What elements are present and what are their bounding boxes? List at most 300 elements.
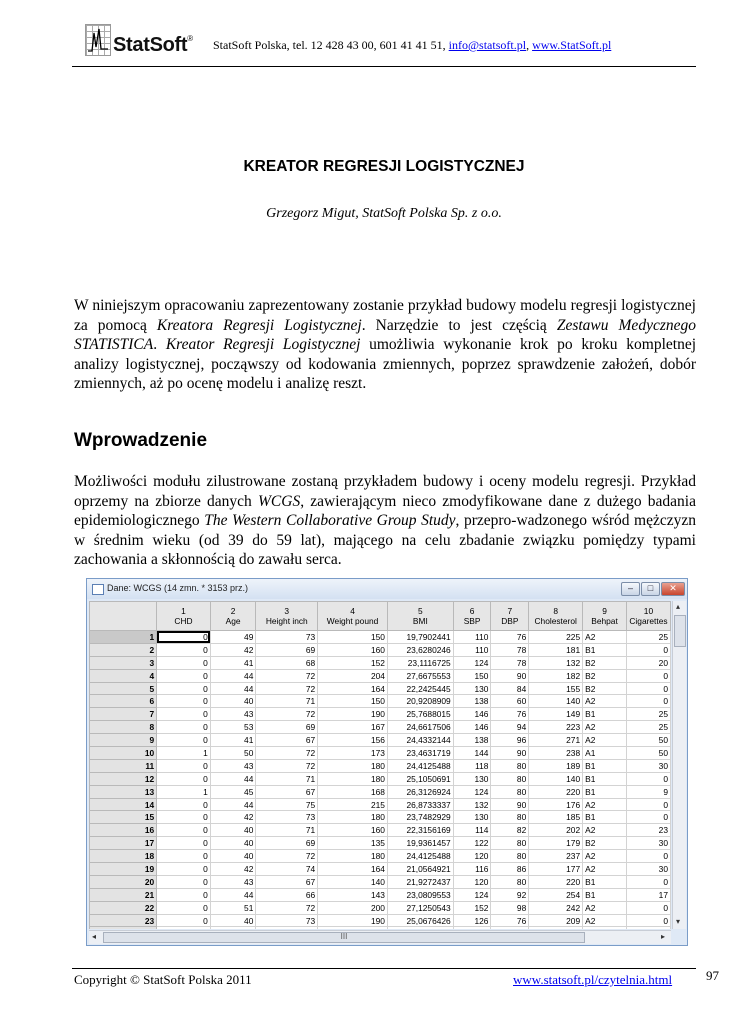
table-cell[interactable]: 40: [210, 837, 256, 850]
table-cell[interactable]: 80: [491, 785, 529, 798]
column-number: 10: [643, 606, 654, 616]
table-cell[interactable]: 140: [529, 695, 583, 708]
row-header[interactable]: 21: [90, 888, 157, 901]
row-header[interactable]: 20: [90, 875, 157, 888]
table-cell[interactable]: A2: [583, 798, 627, 811]
row-header[interactable]: 9: [90, 734, 157, 747]
table-cell[interactable]: [157, 927, 211, 929]
table-cell[interactable]: 0: [626, 643, 670, 656]
table-cell[interactable]: 114: [453, 824, 491, 837]
header-email-link[interactable]: info@statsoft.pl: [448, 38, 527, 52]
row-header[interactable]: 14: [90, 798, 157, 811]
table-cell[interactable]: 156: [318, 734, 388, 747]
table-cell[interactable]: 173: [318, 747, 388, 760]
table-cell[interactable]: B1: [583, 875, 627, 888]
table-cell[interactable]: 1: [157, 785, 211, 798]
table-cell[interactable]: 20,9208909: [387, 695, 453, 708]
table-cell[interactable]: 80: [491, 772, 529, 785]
table-cell[interactable]: 24,4125488: [387, 759, 453, 772]
table-cell[interactable]: 90: [491, 747, 529, 760]
table-cell[interactable]: 94: [491, 721, 529, 734]
table-cell[interactable]: 238: [529, 747, 583, 760]
table-cell[interactable]: B1: [583, 643, 627, 656]
table-cell[interactable]: 132: [453, 798, 491, 811]
table-cell[interactable]: 0: [157, 669, 211, 682]
table-cell[interactable]: 220: [529, 785, 583, 798]
table-cell[interactable]: 26,8733337: [387, 798, 453, 811]
table-cell[interactable]: 200: [318, 901, 388, 914]
row-header[interactable]: 1: [90, 631, 157, 644]
table-cell[interactable]: 122: [453, 837, 491, 850]
table-cell[interactable]: 69: [256, 837, 318, 850]
row-header[interactable]: 23: [90, 914, 157, 927]
table-cell[interactable]: 149: [529, 708, 583, 721]
table-cell[interactable]: A2: [583, 824, 627, 837]
table-cell[interactable]: 40: [210, 824, 256, 837]
table-cell[interactable]: 41: [210, 656, 256, 669]
table-cell[interactable]: [491, 927, 529, 929]
table-cell[interactable]: 50: [210, 747, 256, 760]
row-header[interactable]: 3: [90, 656, 157, 669]
table-cell[interactable]: 20: [626, 656, 670, 669]
table-cell[interactable]: 67: [256, 734, 318, 747]
table-cell[interactable]: 189: [529, 759, 583, 772]
table-cell[interactable]: 0: [626, 695, 670, 708]
table-cell[interactable]: 1: [157, 747, 211, 760]
table-cell[interactable]: 0: [157, 643, 211, 656]
row-header[interactable]: 6: [90, 695, 157, 708]
minimize-button[interactable]: –: [621, 582, 640, 596]
table-cell[interactable]: 180: [318, 850, 388, 863]
column-name: Behpat: [591, 616, 618, 626]
table-cell[interactable]: 74: [256, 863, 318, 876]
table-cell[interactable]: 76: [491, 914, 529, 927]
table-cell[interactable]: 96: [491, 734, 529, 747]
column-header[interactable]: [583, 602, 627, 631]
table-cell[interactable]: 152: [318, 656, 388, 669]
table-cell[interactable]: [387, 927, 453, 929]
row-header[interactable]: 2: [90, 643, 157, 656]
table-cell[interactable]: 80: [491, 837, 529, 850]
data-grid[interactable]: [89, 601, 671, 929]
row-header[interactable]: 19: [90, 863, 157, 876]
table-cell[interactable]: 19,7902441: [387, 631, 453, 644]
table-cell[interactable]: 144: [453, 747, 491, 760]
table-cell[interactable]: 23: [626, 824, 670, 837]
table-cell[interactable]: 73: [256, 914, 318, 927]
table-cell[interactable]: 0: [157, 811, 211, 824]
table-cell[interactable]: A2: [583, 901, 627, 914]
table-cell[interactable]: 72: [256, 747, 318, 760]
table-cell[interactable]: 177: [529, 863, 583, 876]
table-cell[interactable]: 24,6617506: [387, 721, 453, 734]
table-cell[interactable]: 51: [210, 901, 256, 914]
table-cell[interactable]: A2: [583, 734, 627, 747]
table-cell[interactable]: [583, 927, 627, 929]
table-cell[interactable]: 180: [318, 759, 388, 772]
table-cell[interactable]: 73: [256, 811, 318, 824]
table-cell[interactable]: A2: [583, 850, 627, 863]
table-cell[interactable]: 78: [491, 643, 529, 656]
table-cell[interactable]: 21,9272437: [387, 875, 453, 888]
table-cell[interactable]: 86: [491, 863, 529, 876]
table-cell[interactable]: 0: [157, 708, 211, 721]
table-cell[interactable]: 0: [626, 875, 670, 888]
table-cell[interactable]: 164: [318, 863, 388, 876]
table-cell[interactable]: 143: [318, 888, 388, 901]
table-cell[interactable]: 72: [256, 708, 318, 721]
table-cell[interactable]: 126: [453, 914, 491, 927]
table-cell[interactable]: 69: [256, 643, 318, 656]
row-header[interactable]: 22: [90, 901, 157, 914]
table-cell[interactable]: 71: [256, 695, 318, 708]
column-header[interactable]: [529, 602, 583, 631]
table-cell[interactable]: 45: [210, 785, 256, 798]
table-row: [90, 759, 671, 772]
table-cell[interactable]: 185: [529, 811, 583, 824]
table-cell[interactable]: 76: [491, 708, 529, 721]
table-cell[interactable]: 25,0676426: [387, 914, 453, 927]
table-cell[interactable]: 25,1050691: [387, 772, 453, 785]
table-cell[interactable]: 72: [256, 682, 318, 695]
table-cell[interactable]: 22,3156169: [387, 824, 453, 837]
close-button[interactable]: ✕: [661, 582, 685, 596]
table-cell[interactable]: 41: [210, 734, 256, 747]
table-cell[interactable]: 146: [453, 708, 491, 721]
table-cell[interactable]: 135: [318, 837, 388, 850]
table-cell[interactable]: 124: [453, 656, 491, 669]
table-cell[interactable]: 0: [157, 875, 211, 888]
row-header[interactable]: 8: [90, 721, 157, 734]
row-header[interactable]: 13: [90, 785, 157, 798]
table-cell[interactable]: 215: [318, 798, 388, 811]
table-cell[interactable]: 254: [529, 888, 583, 901]
table-cell[interactable]: 0: [626, 772, 670, 785]
table-cell[interactable]: B2: [583, 682, 627, 695]
table-cell[interactable]: 80: [491, 875, 529, 888]
table-cell[interactable]: 0: [157, 721, 211, 734]
table-cell[interactable]: 204: [318, 669, 388, 682]
table-cell[interactable]: [318, 927, 388, 929]
table-cell[interactable]: 92: [491, 888, 529, 901]
table-cell[interactable]: 110: [453, 643, 491, 656]
table-cell[interactable]: 0: [157, 631, 211, 644]
row-header[interactable]: 18: [90, 850, 157, 863]
table-cell[interactable]: 0: [157, 914, 211, 927]
table-cell[interactable]: 150: [453, 669, 491, 682]
table-cell[interactable]: 0: [157, 888, 211, 901]
table-cell[interactable]: 44: [210, 669, 256, 682]
column-header[interactable]: [157, 602, 211, 631]
table-cell[interactable]: 0: [157, 824, 211, 837]
table-cell[interactable]: 71: [256, 772, 318, 785]
table-cell[interactable]: 138: [453, 734, 491, 747]
table-cell[interactable]: 67: [256, 875, 318, 888]
table-cell[interactable]: 25: [626, 721, 670, 734]
table-cell[interactable]: 84: [491, 682, 529, 695]
table-cell[interactable]: 110: [453, 631, 491, 644]
row-header[interactable]: 10: [90, 747, 157, 760]
table-cell[interactable]: 150: [318, 631, 388, 644]
table-cell[interactable]: 220: [529, 875, 583, 888]
table-cell[interactable]: 44: [210, 888, 256, 901]
table-cell[interactable]: 40: [210, 914, 256, 927]
table-cell[interactable]: 42: [210, 811, 256, 824]
table-cell[interactable]: 98: [491, 901, 529, 914]
table-cell[interactable]: 42: [210, 643, 256, 656]
window-titlebar[interactable]: [87, 579, 687, 599]
row-header[interactable]: 4: [90, 669, 157, 682]
table-cell[interactable]: 66: [256, 888, 318, 901]
table-cell[interactable]: 116: [453, 863, 491, 876]
table-cell[interactable]: 69: [256, 721, 318, 734]
table-cell[interactable]: 0: [157, 759, 211, 772]
table-cell[interactable]: 25: [626, 708, 670, 721]
table-cell[interactable]: 118: [453, 759, 491, 772]
table-cell[interactable]: 124: [453, 785, 491, 798]
table-cell[interactable]: 0: [157, 798, 211, 811]
table-cell[interactable]: 40: [210, 695, 256, 708]
table-cell[interactable]: 180: [318, 811, 388, 824]
table-cell[interactable]: A2: [583, 914, 627, 927]
table-cell[interactable]: 43: [210, 875, 256, 888]
table-cell[interactable]: 0: [626, 914, 670, 927]
table-cell[interactable]: 44: [210, 798, 256, 811]
table-cell[interactable]: 82: [491, 824, 529, 837]
table-cell[interactable]: 50: [626, 734, 670, 747]
table-cell[interactable]: 30: [626, 837, 670, 850]
table-cell[interactable]: 164: [318, 682, 388, 695]
column-header[interactable]: [387, 602, 453, 631]
table-cell[interactable]: 152: [453, 901, 491, 914]
table-cell[interactable]: 23,1116725: [387, 656, 453, 669]
row-header[interactable]: 11: [90, 759, 157, 772]
scroll-up-icon[interactable]: ▴: [676, 602, 681, 611]
table-cell[interactable]: B1: [583, 811, 627, 824]
table-cell[interactable]: 44: [210, 682, 256, 695]
table-cell[interactable]: 21,0564921: [387, 863, 453, 876]
header-contact-text: StatSoft Polska, tel. 12 428 43 00, 601 41 41 51,: [213, 38, 446, 52]
table-cell[interactable]: 90: [491, 798, 529, 811]
column-header[interactable]: [210, 602, 256, 631]
row-header[interactable]: 5: [90, 682, 157, 695]
table-cell[interactable]: 180: [318, 772, 388, 785]
table-cell[interactable]: 71: [256, 824, 318, 837]
table-cell[interactable]: 0: [157, 863, 211, 876]
table-cell[interactable]: 72: [256, 901, 318, 914]
table-cell[interactable]: 140: [318, 875, 388, 888]
table-cell[interactable]: 9: [626, 785, 670, 798]
table-cell[interactable]: 160: [318, 643, 388, 656]
table-cell[interactable]: A2: [583, 863, 627, 876]
table-cell[interactable]: 146: [453, 721, 491, 734]
table-cell[interactable]: 167: [318, 721, 388, 734]
table-cell[interactable]: 27,6675553: [387, 669, 453, 682]
column-header[interactable]: [256, 602, 318, 631]
row-header[interactable]: 15: [90, 811, 157, 824]
column-header[interactable]: [491, 602, 529, 631]
horizontal-scrollbar[interactable]: [89, 930, 671, 944]
table-cell[interactable]: 190: [318, 708, 388, 721]
table-cell[interactable]: 202: [529, 824, 583, 837]
table-cell[interactable]: 0: [157, 772, 211, 785]
column-name: Weight pound: [326, 616, 379, 626]
table-cell[interactable]: 0: [157, 734, 211, 747]
table-cell[interactable]: 72: [256, 669, 318, 682]
table-cell[interactable]: 75: [256, 798, 318, 811]
table-cell[interactable]: 30: [626, 759, 670, 772]
table-cell[interactable]: 237: [529, 850, 583, 863]
table-cell[interactable]: 72: [256, 759, 318, 772]
scroll-left-icon[interactable]: ◂: [92, 932, 97, 941]
column-header[interactable]: [453, 602, 491, 631]
column-header[interactable]: [626, 602, 670, 631]
table-cell[interactable]: 160: [318, 824, 388, 837]
table-cell[interactable]: 24,4125488: [387, 850, 453, 863]
table-cell[interactable]: 25,7688015: [387, 708, 453, 721]
table-cell[interactable]: 53: [210, 721, 256, 734]
table-cell[interactable]: B1: [583, 759, 627, 772]
table-cell[interactable]: B2: [583, 656, 627, 669]
table-cell[interactable]: A2: [583, 695, 627, 708]
table-cell[interactable]: A2: [583, 721, 627, 734]
table-cell[interactable]: 182: [529, 669, 583, 682]
row-header[interactable]: 17: [90, 837, 157, 850]
table-cell[interactable]: 30: [626, 863, 670, 876]
table-cell[interactable]: [256, 927, 318, 929]
table-cell[interactable]: 23,4631719: [387, 747, 453, 760]
table-cell[interactable]: 50: [626, 747, 670, 760]
table-cell[interactable]: 130: [453, 682, 491, 695]
table-cell[interactable]: 0: [157, 682, 211, 695]
table-cell[interactable]: B1: [583, 772, 627, 785]
table-cell[interactable]: 0: [157, 901, 211, 914]
table-cell[interactable]: 0: [626, 669, 670, 682]
scroll-down-icon[interactable]: ▾: [676, 917, 681, 926]
table-cell[interactable]: B1: [583, 888, 627, 901]
table-cell[interactable]: 190: [318, 914, 388, 927]
table-cell[interactable]: 27,1250543: [387, 901, 453, 914]
body-italic-1: WCGS: [258, 492, 301, 510]
table-cell[interactable]: 23,0809553: [387, 888, 453, 901]
table-cell[interactable]: 60: [491, 695, 529, 708]
footer-link[interactable]: www.statsoft.pl/czytelnia.html: [513, 972, 673, 987]
table-row: [90, 785, 671, 798]
table-cell[interactable]: 130: [453, 811, 491, 824]
table-cell[interactable]: 120: [453, 875, 491, 888]
table-cell[interactable]: 225: [529, 631, 583, 644]
table-cell[interactable]: 67: [256, 785, 318, 798]
table-cell[interactable]: 209: [529, 914, 583, 927]
table-cell[interactable]: 0: [157, 850, 211, 863]
table-cell[interactable]: 223: [529, 721, 583, 734]
table-cell[interactable]: 17: [626, 888, 670, 901]
table-cell[interactable]: 0: [157, 837, 211, 850]
table-cell[interactable]: 23,6280246: [387, 643, 453, 656]
table-cell[interactable]: [453, 927, 491, 929]
row-header[interactable]: 12: [90, 772, 157, 785]
table-cell[interactable]: 181: [529, 643, 583, 656]
table-cell[interactable]: 23,7482929: [387, 811, 453, 824]
table-cell[interactable]: 140: [529, 772, 583, 785]
table-cell[interactable]: 22,2425445: [387, 682, 453, 695]
header-website-link[interactable]: www.StatSoft.pl: [532, 38, 612, 52]
horizontal-scroll-thumb[interactable]: III: [103, 932, 585, 943]
table-cell[interactable]: 49: [210, 631, 256, 644]
table-cell[interactable]: B1: [583, 785, 627, 798]
table-cell[interactable]: 19,9361457: [387, 837, 453, 850]
table-cell[interactable]: 73: [256, 631, 318, 644]
table-cell[interactable]: [529, 927, 583, 929]
table-cell[interactable]: 43: [210, 708, 256, 721]
table-cell[interactable]: 271: [529, 734, 583, 747]
table-cell[interactable]: [210, 927, 256, 929]
table-cell[interactable]: 40: [210, 850, 256, 863]
table-cell[interactable]: 242: [529, 901, 583, 914]
table-cell[interactable]: 72: [256, 850, 318, 863]
table-cell[interactable]: 90: [491, 669, 529, 682]
table-cell[interactable]: 24,4332144: [387, 734, 453, 747]
table-cell[interactable]: 0: [626, 682, 670, 695]
table-cell[interactable]: 138: [453, 695, 491, 708]
table-cell[interactable]: 80: [491, 759, 529, 772]
maximize-button[interactable]: □: [641, 582, 660, 596]
table-cell[interactable]: 132: [529, 656, 583, 669]
table-cell[interactable]: 42: [210, 863, 256, 876]
table-cell[interactable]: A2: [583, 631, 627, 644]
corner-cell[interactable]: [90, 602, 157, 631]
table-cell[interactable]: 120: [453, 850, 491, 863]
table-cell[interactable]: 0: [626, 901, 670, 914]
table-cell[interactable]: [626, 927, 670, 929]
table-row: [90, 682, 671, 695]
table-cell[interactable]: B2: [583, 669, 627, 682]
table-cell[interactable]: 78: [491, 656, 529, 669]
table-cell[interactable]: 124: [453, 888, 491, 901]
scroll-right-icon[interactable]: ▸: [661, 932, 666, 941]
vertical-scrollbar[interactable]: [672, 601, 686, 929]
table-cell[interactable]: 0: [626, 811, 670, 824]
table-cell[interactable]: 168: [318, 785, 388, 798]
table-cell[interactable]: B1: [583, 708, 627, 721]
table-cell[interactable]: 0: [626, 850, 670, 863]
table-cell[interactable]: 76: [491, 631, 529, 644]
vertical-scroll-thumb[interactable]: [674, 615, 686, 647]
table-cell[interactable]: 0: [157, 695, 211, 708]
table-cell[interactable]: B2: [583, 837, 627, 850]
table-cell[interactable]: 44: [210, 772, 256, 785]
column-header[interactable]: [318, 602, 388, 631]
row-header[interactable]: [90, 927, 157, 929]
table-cell[interactable]: 176: [529, 798, 583, 811]
row-header[interactable]: 7: [90, 708, 157, 721]
table-cell[interactable]: 25: [626, 631, 670, 644]
table-cell[interactable]: A1: [583, 747, 627, 760]
table-cell[interactable]: 80: [491, 850, 529, 863]
table-cell[interactable]: 155: [529, 682, 583, 695]
table-cell[interactable]: 68: [256, 656, 318, 669]
table-cell[interactable]: 43: [210, 759, 256, 772]
table-row: [90, 708, 671, 721]
table-cell[interactable]: 26,3126924: [387, 785, 453, 798]
table-cell[interactable]: 80: [491, 811, 529, 824]
row-header[interactable]: 16: [90, 824, 157, 837]
table-cell[interactable]: 0: [626, 798, 670, 811]
table-cell[interactable]: 130: [453, 772, 491, 785]
table-cell[interactable]: 0: [157, 656, 211, 669]
table-cell[interactable]: 150: [318, 695, 388, 708]
table-cell[interactable]: 179: [529, 837, 583, 850]
